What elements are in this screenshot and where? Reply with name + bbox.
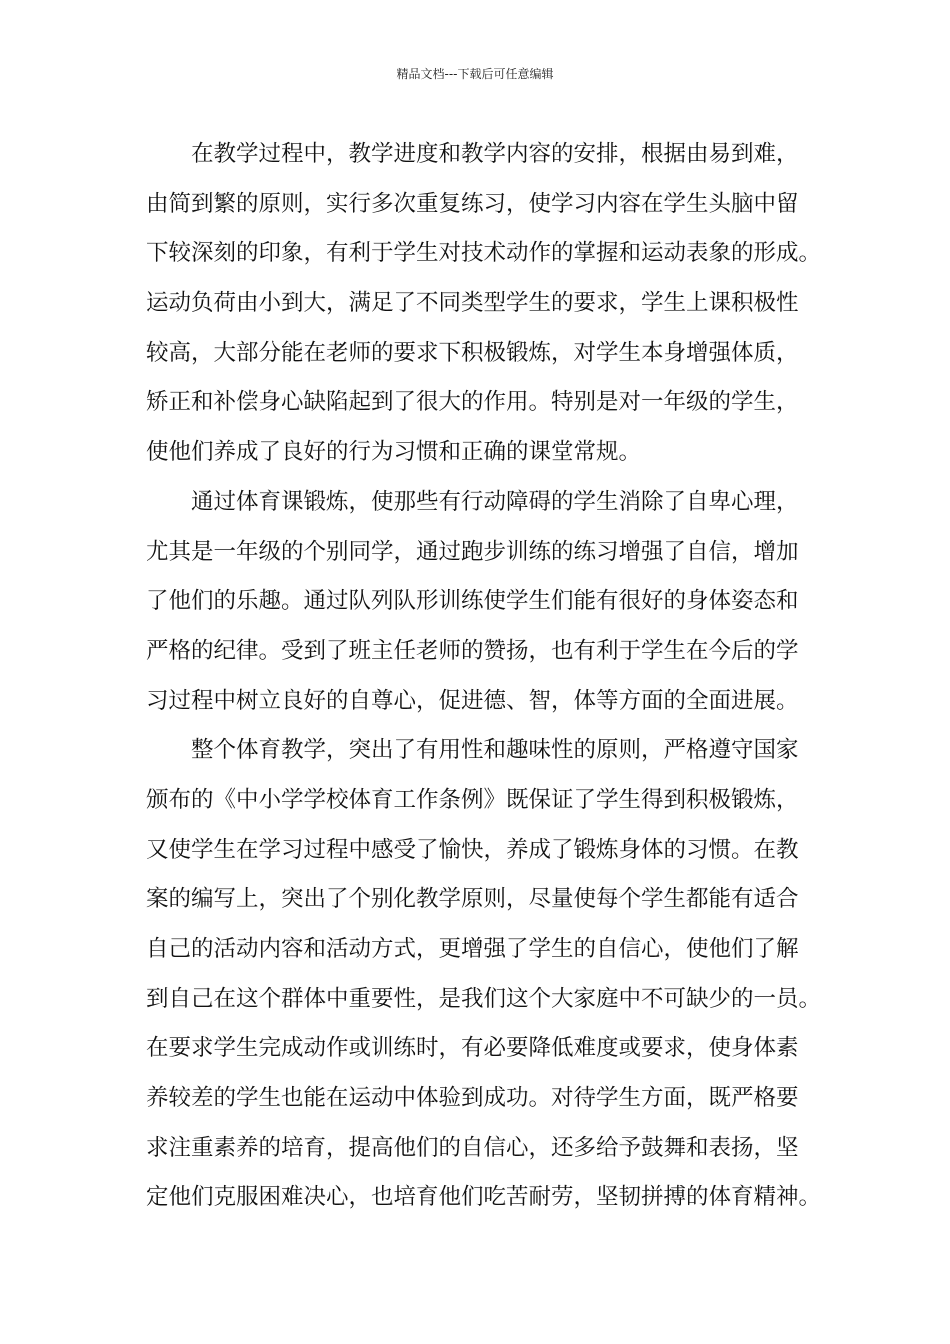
text-line: 在要求学生完成动作或训练时，有必要降低难度或要求，使身体素 — [146, 1035, 799, 1062]
text-line: 下较深刻的印象，有利于学生对技术动作的掌握和运动表象的形成。 — [146, 240, 822, 267]
document-body — [146, 130, 826, 1223]
text-line: 到自己在这个群体中重要性，是我们这个大家庭中不可缺少的一员。 — [146, 985, 822, 1012]
text-line: 案的编写上，突出了个别化教学原则，尽量使每个学生都能有适合 — [146, 886, 799, 913]
text-line: 在教学过程中，教学进度和教学内容的安排，根据由易到难， — [191, 141, 799, 167]
paragraph — [146, 130, 826, 478]
page-header: 精品文档---下载后可任意编辑 — [396, 67, 554, 81]
text-line: 自己的活动内容和活动方式，更增强了学生的自信心，使他们了解 — [146, 936, 799, 962]
text-line: 养较差的学生也能在运动中体验到成功。对待学生方面，既严格要 — [146, 1085, 799, 1112]
text-line: 颁布的《中小学学校体育工作条例》既保证了学生得到积极锻炼， — [146, 786, 799, 813]
text-line: 尤其是一年级的个别同学，通过跑步训练的练习增强了自信，增加 — [146, 538, 799, 565]
text-line: 整个体育教学，突出了有用性和趣味性的原则，严格遵守国家 — [191, 737, 799, 764]
text-line: 较高，大部分能在老师的要求下积极锻炼，对学生本身增强体质， — [146, 339, 799, 366]
text-line: 运动负荷由小到大，满足了不同类型学生的要求，学生上课积极性 — [146, 290, 799, 317]
text-line: 了他们的乐趣。通过队列队形训练使学生们能有很好的身体姿态和 — [146, 588, 799, 615]
text-line: 由简到繁的原则，实行多次重复练习，使学习内容在学生头脑中留 — [146, 190, 799, 217]
text-line: 习过程中树立良好的自尊心，促进德、智，体等方面的全面进展。 — [146, 687, 799, 714]
paragraph — [146, 726, 826, 1223]
text-line: 定他们克服困难决心，也培育他们吃苦耐劳，坚韧拼搏的体育精神。 — [146, 1184, 822, 1211]
paragraph — [146, 478, 826, 726]
text-line: 又使学生在学习过程中感受了愉快，养成了锻炼身体的习惯。在教 — [146, 836, 799, 863]
text-line: 严格的纪律。受到了班主任老师的赞扬，也有利于学生在今后的学 — [146, 637, 799, 664]
text-line: 使他们养成了良好的行为习惯和正确的课堂常规。 — [146, 439, 642, 466]
text-line: 通过体育课锻炼，使那些有行动障碍的学生消除了自卑心理， — [191, 488, 799, 515]
text-line: 求注重素养的培育，提高他们的自信心，还多给予鼓舞和表扬，坚 — [146, 1134, 799, 1161]
text-line: 矫正和补偿身心缺陷起到了很大的作用。特别是对一年级的学生， — [146, 389, 799, 416]
